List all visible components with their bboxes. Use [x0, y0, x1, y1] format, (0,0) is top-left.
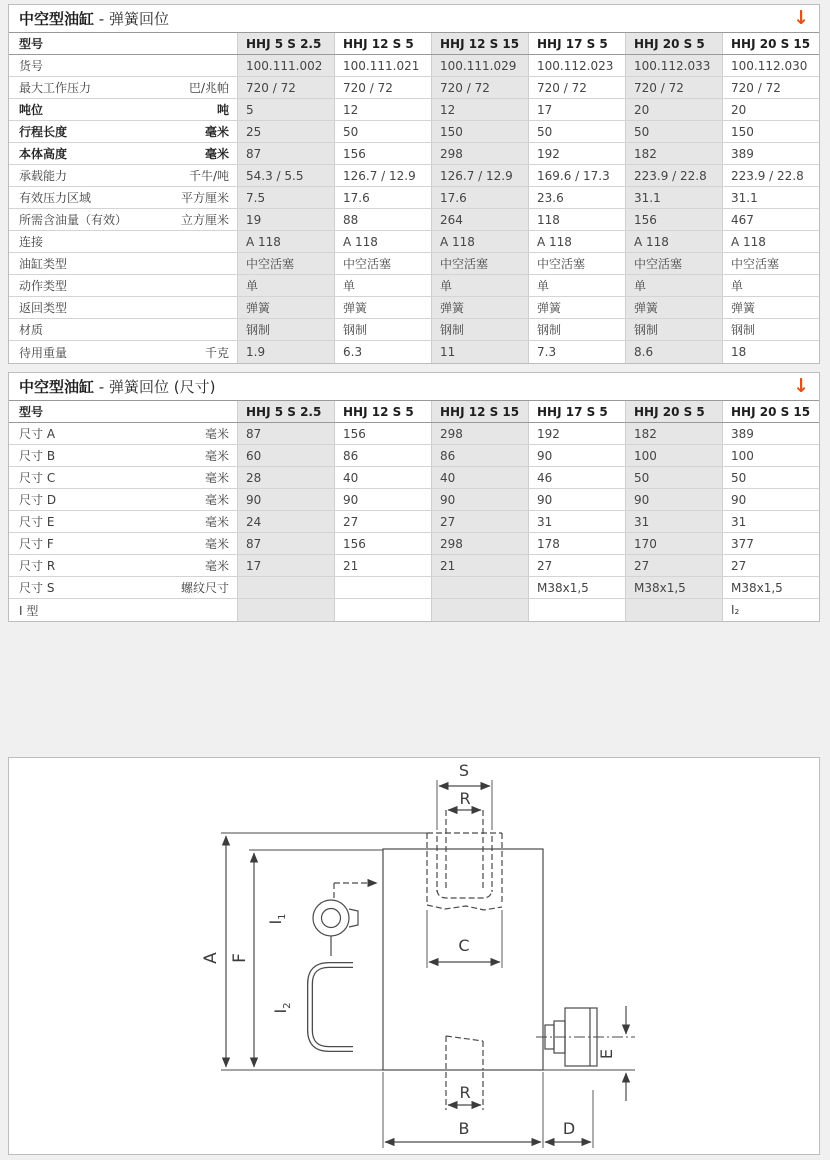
table-cell: 192: [528, 423, 625, 444]
row-label: 油缸类型: [19, 257, 68, 271]
table-cell: 21: [334, 555, 431, 576]
table-row: [9, 165, 819, 187]
column-header: HHJ 12 S 15: [431, 401, 528, 422]
table-cell: 18: [722, 341, 819, 363]
row-label: 吨位: [19, 103, 44, 117]
table-cell: 182: [625, 143, 722, 164]
row-label: 尺寸 R: [19, 559, 56, 573]
table-cell: 5: [237, 99, 334, 120]
row-label: 连接: [19, 235, 44, 249]
dim-label-b: B: [458, 1119, 470, 1138]
row-label-cell: [9, 533, 237, 554]
row-unit: 巴/兆帕: [188, 81, 229, 95]
dim-label-r-bottom: R: [459, 1083, 471, 1102]
table-cell: 40: [334, 467, 431, 488]
table-cell: 中空活塞: [237, 253, 334, 274]
table-cell: 7.5: [237, 187, 334, 208]
table-cell: 100.111.002: [237, 55, 334, 76]
table-cell: 中空活塞: [528, 253, 625, 274]
row-label-cell: [9, 165, 237, 186]
table-cell: 87: [237, 533, 334, 554]
table-cell: A 118: [431, 231, 528, 252]
table-cell: 90: [528, 445, 625, 466]
row-label: 有效压力区域: [19, 191, 92, 205]
table-row: [9, 297, 819, 319]
table-row: [9, 533, 819, 555]
dim-label-s: S: [458, 761, 470, 780]
table-cell: 28: [237, 467, 334, 488]
header-label: 型号: [19, 37, 44, 51]
table-cell: 17.6: [431, 187, 528, 208]
table-cell: [528, 599, 625, 621]
table-cell: 118: [528, 209, 625, 230]
table-cell: A 118: [237, 231, 334, 252]
table-cell: 27: [625, 555, 722, 576]
column-header: HHJ 5 S 2.5: [237, 401, 334, 422]
table-row: [9, 275, 819, 297]
table-cell: 54.3 / 5.5: [237, 165, 334, 186]
row-label: 返回类型: [19, 301, 68, 315]
table-cell: 90: [625, 489, 722, 510]
row-unit: 千牛/吨: [188, 169, 229, 183]
row-label-cell: [9, 275, 237, 296]
table-cell: 弹簧: [722, 297, 819, 318]
dim-label-c: C: [458, 936, 470, 955]
table-cell: 100.112.030: [722, 55, 819, 76]
section-subtitle: - 弹簧回位 (尺寸): [94, 378, 216, 396]
table-cell: M38x1,5: [722, 577, 819, 598]
table-cell: 17: [237, 555, 334, 576]
table-cell: 钢制: [528, 319, 625, 340]
table-cell: 298: [431, 423, 528, 444]
table-cell: 20: [625, 99, 722, 120]
dim-label-i1: $I_1$: [266, 913, 288, 925]
table-cell: I₂: [722, 599, 819, 621]
row-unit: 毫米: [204, 125, 229, 139]
row-label-cell: [9, 209, 237, 230]
column-header-model: [9, 401, 237, 422]
table-cell: 100.112.033: [625, 55, 722, 76]
table-row: [9, 555, 819, 577]
table-cell: 弹簧: [431, 297, 528, 318]
table-cell: 100.111.021: [334, 55, 431, 76]
table-cell: [625, 599, 722, 621]
row-unit: 毫米: [204, 449, 229, 463]
column-header-model: [9, 33, 237, 54]
table-cell: [431, 599, 528, 621]
table-cell: 17: [528, 99, 625, 120]
table-cell: 50: [625, 467, 722, 488]
column-header: HHJ 20 S 5: [625, 401, 722, 422]
row-label: 尺寸 D: [19, 493, 57, 507]
row-unit: 立方厘米: [180, 213, 229, 227]
table-cell: 27: [431, 511, 528, 532]
column-header: HHJ 20 S 15: [722, 401, 819, 422]
column-header: HHJ 20 S 15: [722, 33, 819, 54]
table-row: [9, 187, 819, 209]
table-cell: 90: [334, 489, 431, 510]
row-unit: 毫米: [204, 559, 229, 573]
table-cell: 150: [431, 121, 528, 142]
row-unit: 平方厘米: [180, 191, 229, 205]
table-cell: 100.112.023: [528, 55, 625, 76]
table-cell: 86: [431, 445, 528, 466]
table-header-row: [9, 401, 819, 423]
table-cell: 单: [625, 275, 722, 296]
table-cell: 170: [625, 533, 722, 554]
table-cell: 46: [528, 467, 625, 488]
table-cell: 6.3: [334, 341, 431, 363]
table-cell: 100: [625, 445, 722, 466]
table-cell: 90: [237, 489, 334, 510]
table-cell: 126.7 / 12.9: [431, 165, 528, 186]
row-label-cell: [9, 599, 237, 621]
table-cell: 298: [431, 143, 528, 164]
table-cell: 377: [722, 533, 819, 554]
table-row: [9, 511, 819, 533]
row-label-cell: [9, 423, 237, 444]
table-cell: 31: [722, 511, 819, 532]
table-cell: 389: [722, 143, 819, 164]
table-row: [9, 319, 819, 341]
table-row: [9, 577, 819, 599]
row-label-cell: [9, 187, 237, 208]
row-label: 最大工作压力: [19, 81, 92, 95]
table-cell: 87: [237, 423, 334, 444]
table-row: [9, 489, 819, 511]
table-cell: 27: [334, 511, 431, 532]
table-cell: 钢制: [334, 319, 431, 340]
table-cell: 86: [334, 445, 431, 466]
row-label: 尺寸 B: [19, 449, 56, 463]
table-row: [9, 99, 819, 121]
table-cell: 27: [528, 555, 625, 576]
cylinder-dimension-diagram: [9, 758, 819, 1154]
table-cell: 19: [237, 209, 334, 230]
table-cell: 100: [722, 445, 819, 466]
section-title: 中空型油缸: [19, 10, 95, 28]
table-cell: 50: [334, 121, 431, 142]
section-subtitle: - 弹簧回位: [94, 10, 169, 28]
table-cell: 720 / 72: [625, 77, 722, 98]
table-cell: 156: [625, 209, 722, 230]
section-title: 中空型油缸: [19, 378, 95, 396]
column-header: HHJ 12 S 5: [334, 401, 431, 422]
dim-label-e: E: [597, 1048, 616, 1060]
table-cell: 90: [722, 489, 819, 510]
column-header: HHJ 12 S 15: [431, 33, 528, 54]
table-cell: A 118: [334, 231, 431, 252]
row-label-cell: [9, 511, 237, 532]
row-unit: 毫米: [204, 537, 229, 551]
dim-label-r-top: R: [459, 789, 471, 808]
dim-label-a: A: [201, 952, 221, 964]
row-unit: 螺纹尺寸: [180, 581, 229, 595]
row-unit: 毫米: [204, 471, 229, 485]
table-cell: 单: [722, 275, 819, 296]
row-unit: 吨: [216, 103, 229, 117]
table-cell: 弹簧: [334, 297, 431, 318]
table-cell: 90: [528, 489, 625, 510]
table-row: [9, 467, 819, 489]
dimension-table-titlebar: [9, 373, 819, 401]
table-row: [9, 143, 819, 165]
table-cell: M38x1,5: [625, 577, 722, 598]
column-header: HHJ 17 S 5: [528, 33, 625, 54]
table-cell: [334, 577, 431, 598]
column-header: HHJ 12 S 5: [334, 33, 431, 54]
table-cell: [237, 577, 334, 598]
row-label: 材质: [19, 323, 44, 337]
dim-label-d: D: [562, 1119, 576, 1138]
header-label: 型号: [19, 405, 44, 419]
table-cell: 720 / 72: [528, 77, 625, 98]
table-cell: 11: [431, 341, 528, 363]
table-cell: 钢制: [431, 319, 528, 340]
scroll-down-arrow-icon[interactable]: ↓: [793, 7, 809, 29]
row-unit: 毫米: [204, 427, 229, 441]
row-label-cell: [9, 577, 237, 598]
row-unit: 千克: [204, 345, 229, 360]
table-row: [9, 423, 819, 445]
row-label-cell: [9, 231, 237, 252]
table-row: [9, 231, 819, 253]
table-cell: 720 / 72: [237, 77, 334, 98]
table-cell: [431, 577, 528, 598]
table-cell: 23.6: [528, 187, 625, 208]
row-label: 承载能力: [19, 169, 68, 183]
table-cell: 182: [625, 423, 722, 444]
scroll-down-arrow-icon[interactable]: ↓: [793, 375, 809, 397]
row-label-cell: [9, 445, 237, 466]
table-cell: 12: [334, 99, 431, 120]
cylinder-body-outline: [383, 849, 543, 1070]
table-cell: 40: [431, 467, 528, 488]
table-cell: 87: [237, 143, 334, 164]
table-cell: 298: [431, 533, 528, 554]
table-row: [9, 209, 819, 231]
table-cell: 264: [431, 209, 528, 230]
table-cell: 31: [625, 511, 722, 532]
eyebolt-icon: [313, 900, 349, 936]
row-label-cell: [9, 143, 237, 164]
table-cell: 弹簧: [625, 297, 722, 318]
table-row: [9, 445, 819, 467]
row-label-cell: [9, 121, 237, 142]
table-cell: 7.3: [528, 341, 625, 363]
table-cell: 223.9 / 22.8: [722, 165, 819, 186]
cylinder-diagram-svg: [9, 758, 819, 1154]
table-cell: A 118: [625, 231, 722, 252]
spec-table-block: [8, 4, 820, 364]
table-cell: 50: [625, 121, 722, 142]
table-cell: 弹簧: [528, 297, 625, 318]
row-label-cell: [9, 297, 237, 318]
table-cell: 192: [528, 143, 625, 164]
dimension-table-block: [8, 372, 820, 622]
table-cell: 169.6 / 17.3: [528, 165, 625, 186]
table-row: [9, 253, 819, 275]
row-label: 动作类型: [19, 279, 68, 293]
table-cell: 126.7 / 12.9: [334, 165, 431, 186]
row-label: 尺寸 E: [19, 515, 55, 529]
table-row: [9, 599, 819, 621]
table-cell: 60: [237, 445, 334, 466]
table-row: [9, 341, 819, 363]
row-label: 尺寸 S: [19, 581, 55, 595]
table-cell: 钢制: [722, 319, 819, 340]
row-label: 尺寸 C: [19, 471, 56, 485]
carry-handle-outline: [310, 965, 353, 1049]
table-cell: 中空活塞: [431, 253, 528, 274]
coupler-fitting: [536, 1008, 635, 1066]
table-cell: 中空活塞: [625, 253, 722, 274]
table-cell: 156: [334, 143, 431, 164]
row-unit: 毫米: [204, 493, 229, 507]
table-cell: 钢制: [625, 319, 722, 340]
table-cell: 31.1: [625, 187, 722, 208]
row-label-cell: [9, 467, 237, 488]
row-label: 待用重量: [19, 345, 68, 360]
table-cell: [237, 599, 334, 621]
table-cell: 弹簧: [237, 297, 334, 318]
row-label: 行程长度: [19, 125, 68, 139]
row-label-cell: [9, 55, 237, 76]
table-cell: 1.9: [237, 341, 334, 363]
dimension-diagram-block: [8, 757, 820, 1155]
table-cell: 钢制: [237, 319, 334, 340]
break-line: [427, 905, 502, 910]
table-cell: 223.9 / 22.8: [625, 165, 722, 186]
table-cell: 中空活塞: [722, 253, 819, 274]
spec-table-titlebar: [9, 5, 819, 33]
table-cell: 20: [722, 99, 819, 120]
table-cell: M38x1,5: [528, 577, 625, 598]
dimension-table: [9, 401, 819, 621]
table-cell: 389: [722, 423, 819, 444]
table-cell: A 118: [528, 231, 625, 252]
row-label: 尺寸 A: [19, 427, 56, 441]
table-cell: 720 / 72: [431, 77, 528, 98]
table-row: [9, 77, 819, 99]
table-cell: 17.6: [334, 187, 431, 208]
row-label: I 型: [19, 603, 39, 618]
row-label: 所需含油量（有效）: [19, 213, 128, 227]
table-cell: 25: [237, 121, 334, 142]
table-cell: 31: [528, 511, 625, 532]
dim-label-f: F: [230, 953, 250, 963]
spec-table: [9, 33, 819, 363]
row-label-cell: [9, 77, 237, 98]
row-label: 本体高度: [19, 147, 68, 161]
table-row: [9, 55, 819, 77]
table-cell: 156: [334, 423, 431, 444]
table-cell: 24: [237, 511, 334, 532]
table-cell: 单: [431, 275, 528, 296]
table-cell: 467: [722, 209, 819, 230]
table-cell: 单: [237, 275, 334, 296]
row-label-cell: [9, 253, 237, 274]
table-cell: 100.111.029: [431, 55, 528, 76]
table-cell: 178: [528, 533, 625, 554]
table-header-row: [9, 33, 819, 55]
row-label: 尺寸 F: [19, 537, 54, 551]
row-label-cell: [9, 489, 237, 510]
row-label-cell: [9, 99, 237, 120]
row-label-cell: [9, 555, 237, 576]
table-cell: 50: [528, 121, 625, 142]
column-header: HHJ 17 S 5: [528, 401, 625, 422]
table-cell: 90: [431, 489, 528, 510]
row-label-cell: [9, 341, 237, 363]
row-unit: 毫米: [204, 147, 229, 161]
column-header: HHJ 20 S 5: [625, 33, 722, 54]
dim-label-i2: $I_2$: [271, 1002, 293, 1014]
table-cell: 12: [431, 99, 528, 120]
row-label-cell: [9, 319, 237, 340]
column-header: HHJ 5 S 2.5: [237, 33, 334, 54]
row-unit: 毫米: [204, 515, 229, 529]
table-cell: A 118: [722, 231, 819, 252]
table-cell: 单: [528, 275, 625, 296]
table-cell: 720 / 72: [334, 77, 431, 98]
table-cell: 720 / 72: [722, 77, 819, 98]
table-cell: 31.1: [722, 187, 819, 208]
table-cell: 单: [334, 275, 431, 296]
table-cell: 中空活塞: [334, 253, 431, 274]
row-label: 货号: [19, 59, 44, 73]
table-cell: 156: [334, 533, 431, 554]
table-cell: 27: [722, 555, 819, 576]
table-cell: 88: [334, 209, 431, 230]
table-cell: 21: [431, 555, 528, 576]
table-row: [9, 121, 819, 143]
table-cell: [334, 599, 431, 621]
table-cell: 150: [722, 121, 819, 142]
table-cell: 8.6: [625, 341, 722, 363]
table-cell: 50: [722, 467, 819, 488]
